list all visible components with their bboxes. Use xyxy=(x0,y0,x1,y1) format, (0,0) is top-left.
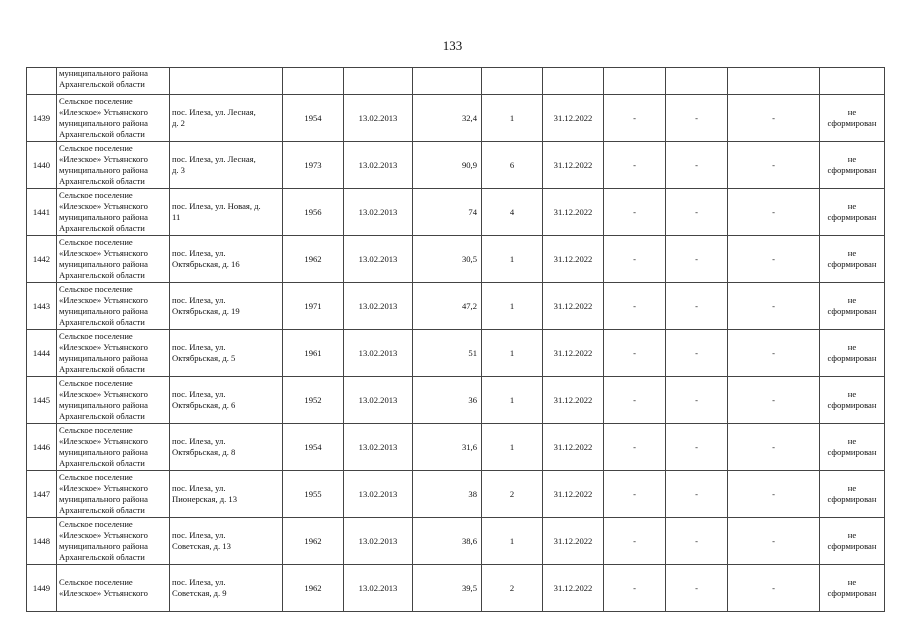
cell-owner-line: муниципального района xyxy=(59,353,148,363)
cell-address xyxy=(170,518,283,565)
cell-area: 74 xyxy=(413,189,482,236)
cell-address xyxy=(170,283,283,330)
cell-owner-line: «Илезское» Устьянского xyxy=(59,295,148,306)
cell-c1: - xyxy=(604,330,666,377)
cell-status-line: не xyxy=(847,295,857,306)
cell-c3: - xyxy=(728,377,820,424)
cell-c1: - xyxy=(604,142,666,189)
cell-owner-line: «Илезское» Устьянского xyxy=(59,342,148,353)
cell-date: 13.02.2013 xyxy=(344,95,413,142)
cell-owner-line: «Илезское» Устьянского xyxy=(59,530,148,541)
cell-count: 4 xyxy=(482,189,543,236)
cell-owner-line: муниципального района xyxy=(59,541,148,551)
cell-owner-line: муниципального района xyxy=(59,306,148,316)
cell-status-line: сформирован xyxy=(827,353,877,363)
cell-c2: - xyxy=(666,236,728,283)
cell-c2: - xyxy=(666,283,728,330)
cell-num: 1446 xyxy=(27,424,57,471)
owner-line: Архангельской области xyxy=(59,78,145,89)
cell-c1: - xyxy=(604,377,666,424)
table-row xyxy=(27,189,885,236)
cell-area: 31,6 xyxy=(413,424,482,471)
cell-count: 1 xyxy=(482,424,543,471)
cell-area: 90,9 xyxy=(413,142,482,189)
cell-c1: - xyxy=(604,283,666,330)
cell-year: 1961 xyxy=(283,330,344,377)
cell-address-line: Октябрьская, д. 8 xyxy=(172,447,236,457)
cell-owner xyxy=(57,330,170,377)
cell-num: 1443 xyxy=(27,283,57,330)
cell-address-line: пос. Илеза, ул. xyxy=(172,577,226,588)
cell-owner-line: Архангельской области xyxy=(59,504,145,515)
cell-status xyxy=(820,471,885,518)
cell-owner-line: муниципального района xyxy=(59,165,148,175)
cell-date xyxy=(344,68,413,95)
cell-owner xyxy=(57,95,170,142)
cell-owner xyxy=(57,424,170,471)
cell-owner-line: муниципального района xyxy=(59,118,148,128)
table-row xyxy=(27,471,885,518)
cell-c1: - xyxy=(604,236,666,283)
cell-date: 13.02.2013 xyxy=(344,565,413,612)
cell-status-line: сформирован xyxy=(827,212,877,222)
cell-owner-line: «Илезское» Устьянского xyxy=(59,588,148,598)
cell-address-line: Октябрьская, д. 6 xyxy=(172,400,236,410)
cell-status xyxy=(820,236,885,283)
cell-address-line: пос. Илеза, ул. xyxy=(172,530,226,541)
cell-status xyxy=(820,142,885,189)
cell-deadline: 31.12.2022 xyxy=(543,330,604,377)
cell-year: 1962 xyxy=(283,565,344,612)
cell-count: 2 xyxy=(482,565,543,612)
cell-area xyxy=(413,68,482,95)
cell-status-line: сформирован xyxy=(827,306,877,316)
cell-area: 39,5 xyxy=(413,565,482,612)
cell-owner-line: «Илезское» Устьянского xyxy=(59,154,148,165)
cell-num: 1444 xyxy=(27,330,57,377)
cell-c3: - xyxy=(728,283,820,330)
cell-area: 38 xyxy=(413,471,482,518)
cell-deadline: 31.12.2022 xyxy=(543,518,604,565)
cell-owner-line: «Илезское» Устьянского xyxy=(59,201,148,212)
cell-owner-line: Архангельской области xyxy=(59,457,145,468)
cell-deadline: 31.12.2022 xyxy=(543,565,604,612)
cell-status-line: не xyxy=(847,577,857,588)
cell-deadline: 31.12.2022 xyxy=(543,424,604,471)
cell-owner-line: Сельское поселение xyxy=(59,284,133,295)
cell-year: 1962 xyxy=(283,236,344,283)
cell-owner xyxy=(57,471,170,518)
cell-status-line: не xyxy=(847,342,857,353)
cell-count: 2 xyxy=(482,471,543,518)
cell-year xyxy=(283,68,344,95)
cell-owner-line: Сельское поселение xyxy=(59,472,133,483)
cell-address-line: Октябрьская, д. 5 xyxy=(172,353,236,363)
cell-owner xyxy=(57,518,170,565)
cell-status xyxy=(820,565,885,612)
cell-num: 1441 xyxy=(27,189,57,236)
cell-owner-line: Сельское поселение xyxy=(59,519,133,530)
cell-year: 1954 xyxy=(283,424,344,471)
cell-deadline: 31.12.2022 xyxy=(543,95,604,142)
cell-date: 13.02.2013 xyxy=(344,236,413,283)
cell-owner xyxy=(57,565,170,612)
cell-count: 1 xyxy=(482,95,543,142)
cell-owner xyxy=(57,377,170,424)
table-row xyxy=(27,565,885,612)
cell-deadline: 31.12.2022 xyxy=(543,236,604,283)
cell-c2: - xyxy=(666,424,728,471)
cell-status xyxy=(820,189,885,236)
cell-year: 1952 xyxy=(283,377,344,424)
cell-address xyxy=(170,424,283,471)
cell-address-line: пос. Илеза, ул. xyxy=(172,436,226,447)
cell-c1: - xyxy=(604,565,666,612)
cell-c3: - xyxy=(728,330,820,377)
cell-status xyxy=(820,68,885,95)
cell-area: 38,6 xyxy=(413,518,482,565)
cell-status-line: сформирован xyxy=(827,259,877,269)
cell-c3: - xyxy=(728,518,820,565)
cell-owner-line: Сельское поселение xyxy=(59,331,133,342)
cell-c2: - xyxy=(666,189,728,236)
cell-num: 1447 xyxy=(27,471,57,518)
cell-date: 13.02.2013 xyxy=(344,518,413,565)
cell-address xyxy=(170,330,283,377)
cell-c2: - xyxy=(666,377,728,424)
table-body xyxy=(27,68,885,612)
cell-address xyxy=(170,68,283,95)
cell-deadline xyxy=(543,68,604,95)
cell-address xyxy=(170,565,283,612)
cell-c3: - xyxy=(728,471,820,518)
cell-status-line: не xyxy=(847,530,857,541)
cell-c2: - xyxy=(666,471,728,518)
cell-count: 1 xyxy=(482,283,543,330)
housing-registry-table xyxy=(26,67,885,612)
cell-status-line: не xyxy=(847,201,857,212)
cell-address-line: пос. Илеза, ул. Лесная, xyxy=(172,107,256,118)
cell-owner-line: Сельское поселение xyxy=(59,190,133,201)
cell-address xyxy=(170,471,283,518)
cell-c3: - xyxy=(728,189,820,236)
cell-status-line: сформирован xyxy=(827,400,877,410)
cell-c1: - xyxy=(604,518,666,565)
cell-c1: - xyxy=(604,189,666,236)
cell-num: 1439 xyxy=(27,95,57,142)
cell-c1: - xyxy=(604,95,666,142)
cell-owner-line: «Илезское» Устьянского xyxy=(59,107,148,118)
cell-owner-line: муниципального района xyxy=(59,259,148,269)
cell-owner-line: Архангельской области xyxy=(59,551,145,562)
cell-address-line: пос. Илеза, ул. xyxy=(172,248,226,259)
cell-address xyxy=(170,236,283,283)
cell-address-line: пос. Илеза, ул. xyxy=(172,389,226,400)
cell-deadline: 31.12.2022 xyxy=(543,283,604,330)
cell-owner-line: муниципального района xyxy=(59,494,148,504)
cell-num xyxy=(27,68,57,95)
cell-status-line: не xyxy=(847,483,857,494)
continuation-row xyxy=(27,68,885,95)
page-number: 133 xyxy=(442,38,463,53)
cell-area: 47,2 xyxy=(413,283,482,330)
cell-status-line: сформирован xyxy=(827,118,877,128)
cell-owner-line: Архангельской области xyxy=(59,175,145,186)
cell-deadline: 31.12.2022 xyxy=(543,189,604,236)
table-row xyxy=(27,95,885,142)
cell-owner-line: Архангельской области xyxy=(59,410,145,421)
cell-owner-line: муниципального района xyxy=(59,400,148,410)
cell-c1: - xyxy=(604,424,666,471)
cell-status-line: сформирован xyxy=(827,494,877,504)
table-row xyxy=(27,236,885,283)
cell-count xyxy=(482,68,543,95)
cell-owner-line: Архангельской области xyxy=(59,128,145,139)
cell-date: 13.02.2013 xyxy=(344,424,413,471)
cell-c2: - xyxy=(666,518,728,565)
cell-c3: - xyxy=(728,236,820,283)
table-row xyxy=(27,424,885,471)
cell-c1: - xyxy=(604,471,666,518)
cell-owner-line: Сельское поселение xyxy=(59,96,133,107)
table-row xyxy=(27,283,885,330)
cell-address-line: Советская, д. 13 xyxy=(172,541,231,551)
cell-c2: - xyxy=(666,565,728,612)
cell-owner-line: муниципального района xyxy=(59,447,148,457)
cell-owner xyxy=(57,68,170,95)
cell-c2: - xyxy=(666,95,728,142)
cell-address-line: 11 xyxy=(172,212,181,222)
cell-c2 xyxy=(666,68,728,95)
cell-owner xyxy=(57,142,170,189)
cell-address-line: Октябрьская, д. 19 xyxy=(172,306,240,316)
cell-date: 13.02.2013 xyxy=(344,330,413,377)
table-row xyxy=(27,142,885,189)
cell-owner-line: Архангельской области xyxy=(59,222,145,233)
cell-address-line: пос. Илеза, ул. xyxy=(172,342,226,353)
cell-area: 32,4 xyxy=(413,95,482,142)
cell-address-line: пос. Илеза, ул. xyxy=(172,483,226,494)
cell-status-line: не xyxy=(847,107,857,118)
cell-address-line: пос. Илеза, ул. Новая, д. xyxy=(172,201,261,212)
cell-address xyxy=(170,189,283,236)
cell-year: 1955 xyxy=(283,471,344,518)
cell-address-line: Пионерская, д. 13 xyxy=(172,494,237,504)
cell-year: 1956 xyxy=(283,189,344,236)
cell-status-line: не xyxy=(847,154,857,165)
cell-address-line: д. 3 xyxy=(172,165,185,175)
cell-c2: - xyxy=(666,142,728,189)
cell-area: 51 xyxy=(413,330,482,377)
cell-c3: - xyxy=(728,95,820,142)
cell-address-line: Советская, д. 9 xyxy=(172,588,227,598)
owner-line: муниципального района xyxy=(59,68,148,78)
cell-status xyxy=(820,95,885,142)
cell-year: 1971 xyxy=(283,283,344,330)
cell-date: 13.02.2013 xyxy=(344,471,413,518)
cell-status-line: сформирован xyxy=(827,447,877,457)
cell-year: 1962 xyxy=(283,518,344,565)
cell-deadline: 31.12.2022 xyxy=(543,471,604,518)
table-row xyxy=(27,377,885,424)
table-row xyxy=(27,330,885,377)
cell-c3: - xyxy=(728,142,820,189)
cell-area: 30,5 xyxy=(413,236,482,283)
cell-status-line: не xyxy=(847,436,857,447)
cell-count: 6 xyxy=(482,142,543,189)
cell-deadline: 31.12.2022 xyxy=(543,377,604,424)
cell-c3 xyxy=(728,68,820,95)
cell-date: 13.02.2013 xyxy=(344,377,413,424)
cell-c3: - xyxy=(728,565,820,612)
cell-count: 1 xyxy=(482,330,543,377)
cell-num: 1442 xyxy=(27,236,57,283)
cell-status xyxy=(820,424,885,471)
cell-c3: - xyxy=(728,424,820,471)
cell-address xyxy=(170,142,283,189)
cell-date: 13.02.2013 xyxy=(344,283,413,330)
cell-owner xyxy=(57,283,170,330)
cell-c1 xyxy=(604,68,666,95)
cell-owner-line: «Илезское» Устьянского xyxy=(59,436,148,447)
document-table-container xyxy=(26,67,885,598)
table-row xyxy=(27,518,885,565)
cell-owner-line: «Илезское» Устьянского xyxy=(59,389,148,400)
cell-owner-line: Архангельской области xyxy=(59,316,145,327)
cell-num: 1445 xyxy=(27,377,57,424)
cell-status-line: не xyxy=(847,248,857,259)
cell-num: 1449 xyxy=(27,565,57,612)
cell-date: 13.02.2013 xyxy=(344,189,413,236)
cell-owner-line: Архангельской области xyxy=(59,363,145,374)
cell-num: 1448 xyxy=(27,518,57,565)
cell-count: 1 xyxy=(482,377,543,424)
cell-owner-line: Сельское поселение xyxy=(59,143,133,154)
cell-owner xyxy=(57,236,170,283)
cell-status-line: сформирован xyxy=(827,541,877,551)
cell-date: 13.02.2013 xyxy=(344,142,413,189)
cell-count: 1 xyxy=(482,236,543,283)
cell-owner-line: «Илезское» Устьянского xyxy=(59,248,148,259)
cell-year: 1954 xyxy=(283,95,344,142)
cell-status-line: не xyxy=(847,389,857,400)
cell-count: 1 xyxy=(482,518,543,565)
cell-status xyxy=(820,518,885,565)
cell-owner-line: Сельское поселение xyxy=(59,237,133,248)
cell-status-line: сформирован xyxy=(827,588,877,598)
cell-status xyxy=(820,377,885,424)
cell-owner xyxy=(57,189,170,236)
cell-owner-line: «Илезское» Устьянского xyxy=(59,483,148,494)
cell-c2: - xyxy=(666,330,728,377)
cell-owner-line: Архангельской области xyxy=(59,269,145,280)
cell-status xyxy=(820,283,885,330)
cell-owner-line: муниципального района xyxy=(59,212,148,222)
cell-address xyxy=(170,377,283,424)
cell-area: 36 xyxy=(413,377,482,424)
cell-owner-line: Сельское поселение xyxy=(59,577,133,588)
cell-address-line: пос. Илеза, ул. Лесная, xyxy=(172,154,256,165)
cell-address-line: Октябрьская, д. 16 xyxy=(172,259,240,269)
cell-status-line: сформирован xyxy=(827,165,877,175)
cell-owner-line: Сельское поселение xyxy=(59,425,133,436)
cell-deadline: 31.12.2022 xyxy=(543,142,604,189)
cell-owner-line: Сельское поселение xyxy=(59,378,133,389)
cell-year: 1973 xyxy=(283,142,344,189)
cell-status xyxy=(820,330,885,377)
cell-num: 1440 xyxy=(27,142,57,189)
cell-address-line: пос. Илеза, ул. xyxy=(172,295,226,306)
cell-address-line: д. 2 xyxy=(172,118,185,128)
cell-address xyxy=(170,95,283,142)
